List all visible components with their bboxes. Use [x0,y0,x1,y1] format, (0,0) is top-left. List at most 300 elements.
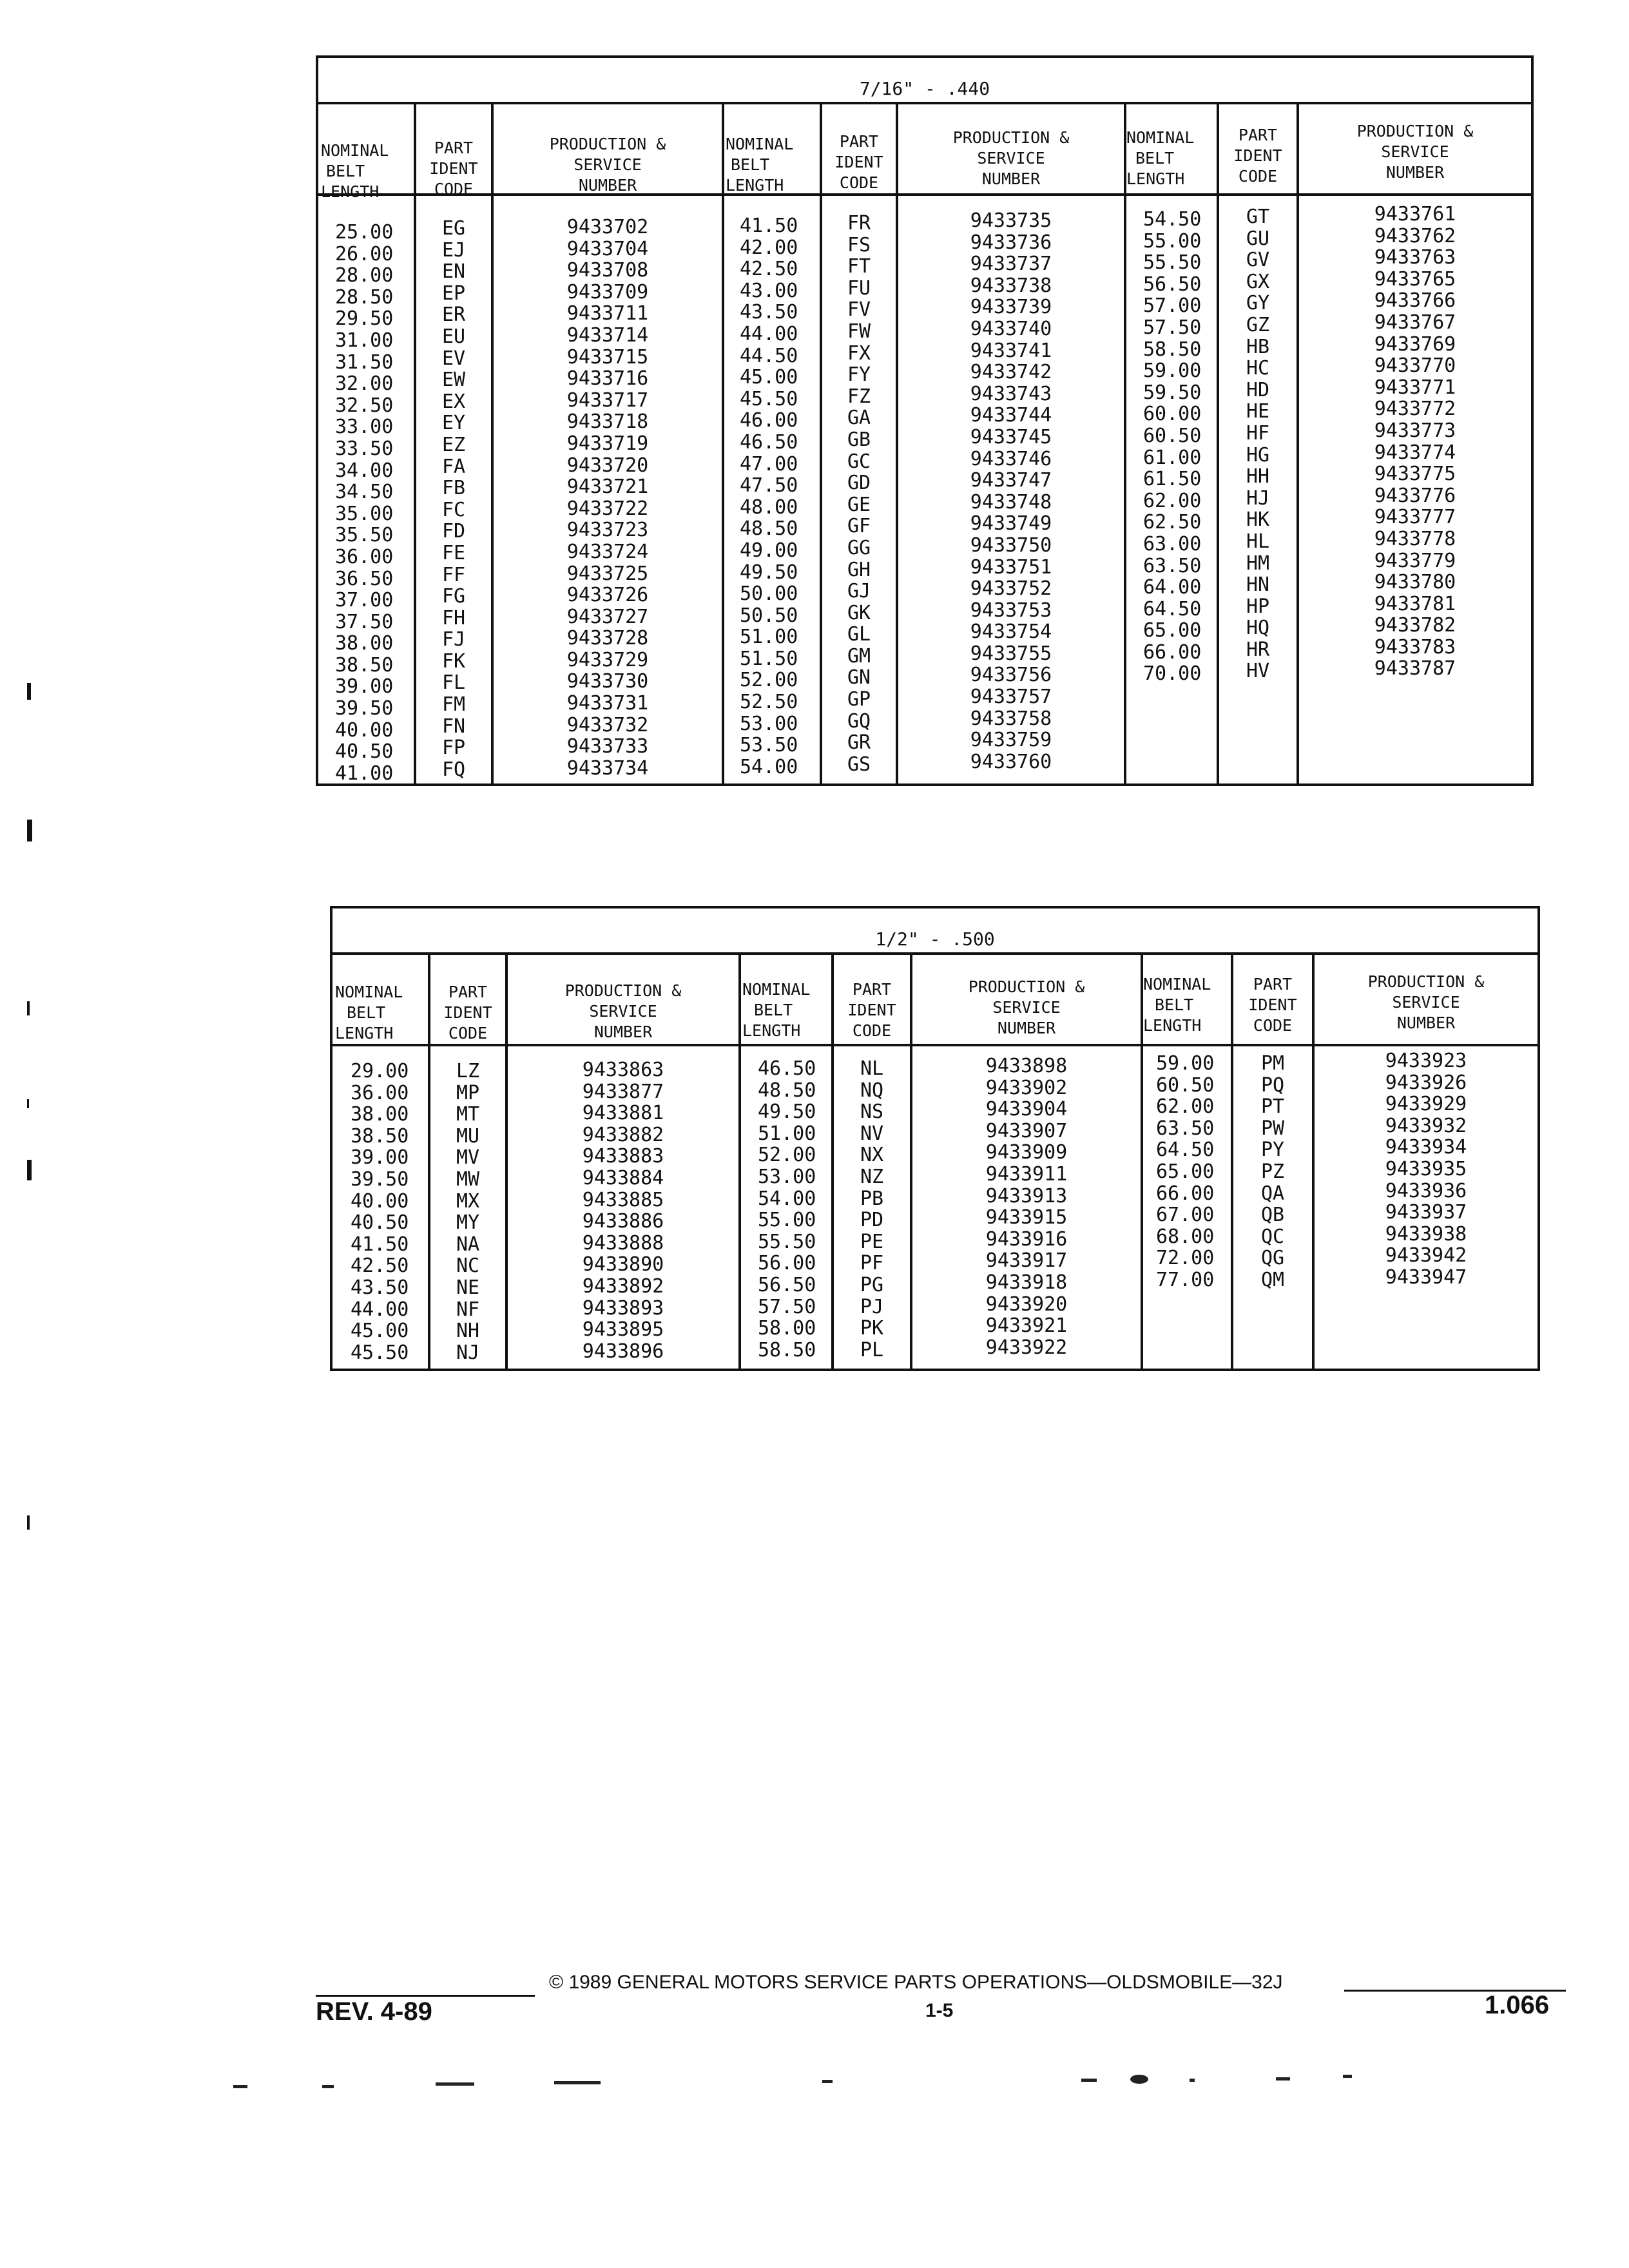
table-cell: 39.50 [351,1168,409,1191]
table-cell: 31.50 [335,351,394,374]
section-number: 1.066 [1485,1991,1550,2019]
belt-length-column [726,215,798,778]
header-nominal-belt-length: NOMINAL BELT LENGTH [1143,975,1211,1035]
table-cell: GE [847,493,871,516]
table-cell: FA [441,455,466,478]
table-cell: 51.00 [758,1122,816,1145]
table-cell: NE [456,1276,480,1299]
table-cell: 48.50 [740,517,798,541]
table-cell: 28.00 [335,264,394,287]
table-cell: 9433762 [1374,224,1456,247]
table-cell: 37.50 [335,610,394,633]
table-cell: GJ [847,580,871,603]
table-cell: 54.00 [740,755,798,778]
table-cell: FT [847,255,871,278]
header-production-service-number: PRODUCTION & SERVICE NUMBER [952,128,1070,188]
table-cell: 9433942 [1385,1244,1467,1267]
table-cell: HM [1246,552,1270,575]
table-cell: 9433732 [566,713,649,736]
table-cell: 9433754 [970,620,1052,644]
table-cell: 40.50 [351,1211,409,1235]
table-cell: HB [1246,335,1270,358]
table-cell: 63.50 [1156,1117,1215,1140]
table-cell: 58.00 [758,1317,816,1340]
table-cell: 9433777 [1374,506,1456,529]
table-cell: GG [847,536,871,559]
table-cell: 38.00 [335,632,394,655]
table-cell: HQ [1246,617,1270,640]
table-cell: 49.50 [758,1100,816,1124]
table-cell: 9433744 [970,404,1052,427]
table-cell: 40.50 [335,740,394,764]
table-cell: GP [847,688,871,711]
table-cell: 52.00 [740,669,798,692]
scan-artifact [1343,2075,1352,2078]
table-cell: 9433907 [985,1119,1068,1142]
table-cell: 9433896 [582,1340,664,1363]
ident-code-column [1233,1053,1312,1291]
table-cell: 9433767 [1374,311,1456,334]
table-cell: 9433926 [1385,1071,1467,1094]
table-cell: EZ [441,433,466,456]
table-cell: 70.00 [1143,662,1202,686]
table-cell: 54.00 [758,1187,816,1210]
table-cell: 9433774 [1374,441,1456,464]
belt-table-1-2 [330,906,1540,1371]
table-cell: 44.00 [351,1298,409,1321]
header-part-ident-code: PART IDENT CODE [1233,126,1282,186]
table-cell: 51.50 [740,647,798,670]
scan-artifact [1130,2075,1148,2084]
table-cell: FZ [847,385,871,408]
table-cell: NH [456,1320,480,1343]
table-cell: PE [860,1230,884,1253]
table-cell: FN [441,715,466,738]
table-cell: HH [1246,465,1270,488]
table-cell: 9433937 [1385,1201,1467,1224]
table-cell: 50.50 [740,604,798,627]
table-cell: 53.00 [740,712,798,735]
table-cell: 55.00 [1143,229,1202,253]
table-cell: 44.50 [740,344,798,367]
table-cell: NF [456,1298,480,1321]
table-cell: 54.50 [1143,208,1202,231]
table-cell: HC [1246,357,1270,380]
table-cell: QA [1260,1182,1285,1205]
table-cell: 9433922 [985,1336,1068,1359]
table-cell: 43.50 [740,301,798,324]
table-cell: MX [456,1189,480,1213]
table-cell: GS [847,753,871,776]
table-cell: GY [1246,292,1270,315]
table-cell: 9433755 [970,642,1052,665]
table-cell: 9433781 [1374,592,1456,615]
table-cell: 9433888 [582,1231,664,1254]
ident-code-column [1219,206,1296,682]
table-cell: EP [441,282,466,305]
table-cell: 46.50 [740,430,798,454]
table-cell: 9433890 [582,1253,664,1276]
header-nominal-belt-length: NOMINAL BELT LENGTH [335,983,403,1043]
table-cell: FD [441,520,466,543]
table-cell: MU [456,1124,480,1148]
belt-table-7-16 [316,55,1534,786]
table-cell: 50.00 [740,582,798,606]
table-cell: HG [1246,443,1270,466]
header-nominal-belt-length: NOMINAL BELT LENGTH [1126,128,1195,188]
table-cell: 33.00 [335,416,394,439]
table-cell: FM [441,693,466,716]
table-cell: 43.00 [740,279,798,302]
table-cell: 9433895 [582,1318,664,1341]
table-cell: 59.00 [1156,1052,1215,1075]
table-cell: FJ [441,628,466,651]
table-cell: 9433911 [985,1162,1068,1186]
table-cell: HP [1246,595,1270,618]
service-number-column [508,1059,738,1362]
table-cell: 9433932 [1385,1114,1467,1137]
table-cell: HR [1246,638,1270,661]
table-cell: 72.00 [1156,1247,1215,1270]
table-cell: 48.00 [740,495,798,519]
table-cell: 60.50 [1156,1073,1215,1097]
table-cell: 9433751 [970,555,1052,579]
table-cell: 9433749 [970,512,1052,535]
table-cell: 9433718 [566,410,649,434]
table-cell: PD [860,1209,884,1232]
table-cell: FV [847,298,871,322]
table-cell: 33.50 [335,437,394,460]
table-cell: 49.00 [740,539,798,562]
table-cell: 9433736 [970,231,1052,254]
scan-mark [27,1001,30,1015]
table-cell: PY [1260,1139,1285,1162]
table-cell: 9433920 [985,1293,1068,1316]
table-cell: 66.00 [1143,640,1202,664]
scan-artifact [822,2080,833,2083]
table-cell: EV [441,347,466,370]
table-cell: 41.50 [740,215,798,237]
table-cell: 9433742 [970,361,1052,384]
table-cell: 9433748 [970,490,1052,514]
table-cell: 37.00 [335,589,394,612]
table-cell: FP [441,736,466,760]
table-cell: 9433772 [1374,398,1456,421]
table-cell: 9433763 [1374,246,1456,269]
table-cell: 9433783 [1374,635,1456,658]
table-cell: 9433725 [566,562,649,585]
table-cell: NS [860,1100,884,1124]
table-cell: NQ [860,1079,884,1102]
scan-artifact [436,2082,474,2086]
table-cell: PZ [1260,1160,1285,1183]
table-cell: 32.50 [335,394,394,417]
table-cell: 9433719 [566,432,649,455]
table-cell: 9433738 [970,274,1052,297]
table-cell: GU [1246,227,1270,250]
table-cell: 9433745 [970,425,1052,448]
table-cell: GC [847,450,871,473]
table-cell: 9433727 [566,605,649,628]
header-production-service-number: PRODUCTION & SERVICE NUMBER [1356,122,1474,182]
table-cell: 61.50 [1143,468,1202,491]
table-cell: 9433702 [566,216,649,238]
table-cell: FE [441,541,466,564]
table-cell: 52.00 [758,1144,816,1167]
table-cell: 9433918 [985,1271,1068,1294]
table-cell: 26.00 [335,242,394,265]
table-cell: 62.00 [1143,489,1202,512]
table-cell: 57.00 [1143,294,1202,318]
table-cell: GD [847,472,871,495]
table-cell: 42.00 [740,236,798,259]
header-nominal-belt-length: NOMINAL BELT LENGTH [742,980,811,1040]
copyright-line: © 1989 GENERAL MOTORS SERVICE PARTS OPERATIONS—OLDSMOBILE—32J [549,1972,1283,1993]
ident-code-column [416,218,491,780]
table-cell: 36.00 [335,545,394,568]
table-cell: 9433765 [1374,267,1456,291]
table-cell: 9433761 [1374,203,1456,226]
table-cell: 45.00 [740,366,798,389]
table-cell: 34.50 [335,481,394,504]
table-cell: HD [1246,378,1270,401]
table-cell: 42.50 [351,1254,409,1278]
table-cell: 9433902 [985,1076,1068,1099]
table-cell: 34.00 [335,459,394,482]
table-cell: 9433726 [566,584,649,607]
table-cell: 9433733 [566,735,649,758]
table-cell: 66.00 [1156,1182,1215,1205]
table-cell: 9433769 [1374,332,1456,356]
table-cell: GX [1246,270,1270,293]
table-cell: 9433731 [566,692,649,715]
table-cell: 9433721 [566,476,649,499]
table-cell: 55.50 [1143,251,1202,274]
service-number-column [1315,1050,1537,1289]
scan-mark [27,820,32,841]
table-cell: GN [847,666,871,689]
table-cell: 9433737 [970,253,1052,276]
table-cell: 9433916 [985,1227,1068,1251]
table-cell: 41.00 [335,762,394,785]
table-cell: NJ [456,1341,480,1364]
table-cell: EU [441,325,466,348]
table-cell: 65.00 [1143,619,1202,642]
table-cell: PG [860,1273,884,1296]
table-cell: 9433892 [582,1274,664,1298]
table-cell: 77.00 [1156,1268,1215,1291]
table-cell: 29.50 [335,307,394,331]
table-cell: 9433934 [1385,1136,1467,1159]
scan-artifact [233,2085,247,2088]
table-cell: FL [441,671,466,695]
table-cell: 35.00 [335,502,394,525]
table-cell: 9433938 [1385,1222,1467,1245]
table-cell: 38.50 [351,1124,409,1148]
table-cell: FY [847,363,871,387]
table-cell: 43.50 [351,1276,409,1299]
table-cell: 42.50 [740,258,798,281]
table-cell: 25.00 [335,221,394,244]
table-cell: 9433884 [582,1166,664,1189]
table-cell: 9433747 [970,469,1052,492]
ident-code-column [430,1061,505,1363]
table-cell: 9433893 [582,1296,664,1320]
scan-artifact [1081,2079,1097,2082]
table-cell: 65.00 [1156,1160,1215,1183]
table-cell: 9433923 [1385,1050,1467,1072]
table-cell: 45.50 [351,1341,409,1364]
header-nominal-belt-length: NOMINAL BELT LENGTH [726,135,794,195]
header-part-ident-code: PART IDENT CODE [429,139,478,198]
header-part-ident-code: PART IDENT CODE [443,983,492,1043]
scan-mark [27,1160,32,1180]
table-cell: 57.50 [758,1295,816,1318]
table-cell: 9433730 [566,670,649,693]
table-cell: MT [456,1103,480,1126]
table-cell: MW [456,1168,480,1191]
table-cell: 29.00 [351,1060,409,1082]
table-cell: 9433898 [985,1055,1068,1077]
ident-code-column [822,213,896,775]
table-cell: GH [847,558,871,581]
table-cell: HF [1246,421,1270,445]
table-cell: EW [441,369,466,392]
table-cell: 56.50 [758,1273,816,1296]
table-cell: HJ [1246,486,1270,510]
table-cell: EG [441,217,466,240]
belt-length-column [1126,209,1201,685]
table-cell: 9433717 [566,389,649,412]
table-cell: 9433885 [582,1188,664,1211]
table-cell: PK [860,1317,884,1340]
table-cell: 9433936 [1385,1179,1467,1202]
table-cell: 46.50 [758,1057,816,1080]
table-cell: 63.50 [1143,554,1202,577]
belt-length-column [321,222,393,784]
table-cell: FR [847,212,871,235]
table-cell: GB [847,428,871,451]
table-cell: 38.50 [335,653,394,677]
table-size-title: 7/16" - .440 [318,58,1531,104]
table-cell: QC [1260,1225,1285,1248]
table-cell: 9433913 [985,1184,1068,1207]
table-cell: 9433770 [1374,354,1456,378]
table-cell: 9433909 [985,1141,1068,1164]
table-cell: 58.50 [1143,338,1202,361]
table-cell: EY [441,412,466,435]
table-cell: FH [441,606,466,629]
table-cell: FB [441,477,466,500]
table-cell: 59.50 [1143,381,1202,404]
table-cell: PL [860,1338,884,1361]
service-number-column [494,216,722,779]
table-cell: QM [1260,1268,1285,1291]
table-cell: 9433756 [970,664,1052,687]
table-cell: 9433740 [970,317,1052,340]
table-cell: 64.50 [1156,1139,1215,1162]
table-cell: NA [456,1233,480,1256]
table-cell: 64.50 [1143,597,1202,620]
table-cell: 47.00 [740,452,798,476]
table-cell: 67.00 [1156,1204,1215,1227]
table-cell: 9433715 [566,345,649,369]
table-cell: 53.00 [758,1165,816,1188]
table-cell: HV [1246,660,1270,683]
table-cell: 9433881 [582,1102,664,1125]
table-cell: GV [1246,249,1270,272]
table-cell: 58.50 [758,1338,816,1361]
table-cell: PQ [1260,1073,1285,1097]
table-cell: EN [441,260,466,284]
table-cell: 9433735 [970,209,1052,232]
table-cell: 9433716 [566,367,649,390]
table-cell: 35.50 [335,524,394,547]
table-cell: EJ [441,238,466,262]
table-cell: 9433904 [985,1098,1068,1121]
table-cell: 39.00 [335,675,394,698]
table-cell: 9433766 [1374,289,1456,312]
table-cell: 32.00 [335,372,394,396]
table-cell: PJ [860,1295,884,1318]
table-cell: 9433757 [970,686,1052,709]
table-cell: 9433915 [985,1206,1068,1229]
table-cell: 36.00 [351,1081,409,1104]
table-cell: 45.00 [351,1320,409,1343]
table-cell: QG [1260,1247,1285,1270]
table-cell: GK [847,601,871,624]
header-divider [333,1044,1537,1046]
scan-artifact [1190,2079,1195,2082]
table-cell: QB [1260,1204,1285,1227]
table-cell: MV [456,1146,480,1169]
table-cell: FX [847,341,871,365]
table-cell: 59.00 [1143,360,1202,383]
table-cell: NX [860,1144,884,1167]
table-cell: 55.00 [758,1209,816,1232]
table-cell: 48.50 [758,1079,816,1102]
header-production-service-number: PRODUCTION & SERVICE NUMBER [549,135,666,195]
table-cell: 9433734 [566,756,649,780]
table-cell: 9433743 [970,382,1052,405]
table-cell: 9433722 [566,497,649,520]
scan-mark [27,683,31,700]
table-cell: MP [456,1081,480,1104]
table-cell: 57.50 [1143,316,1202,339]
table-cell: 61.00 [1143,446,1202,469]
scan-artifact [554,2081,601,2084]
table-cell: 9433877 [582,1080,664,1103]
scan-mark [27,1515,30,1530]
table-cell: PF [860,1252,884,1275]
table-cell: 44.00 [740,322,798,345]
table-cell: 56.00 [758,1252,816,1275]
table-cell: 63.00 [1143,532,1202,555]
table-cell: 9433759 [970,729,1052,752]
table-cell: 47.50 [740,474,798,497]
table-cell: 9433708 [566,259,649,282]
table-cell: ER [441,303,466,327]
table-cell: PT [1260,1095,1285,1119]
table-size-title: 1/2" - .500 [333,908,1537,955]
table-cell: 62.00 [1156,1095,1215,1119]
revision-label: REV. 4-89 [316,1997,432,2026]
table-cell: NV [860,1122,884,1145]
table-cell: FS [847,233,871,256]
table-cell: 9433778 [1374,527,1456,550]
header-production-service-number: PRODUCTION & SERVICE NUMBER [1367,972,1485,1032]
table-cell: 38.00 [351,1103,409,1126]
